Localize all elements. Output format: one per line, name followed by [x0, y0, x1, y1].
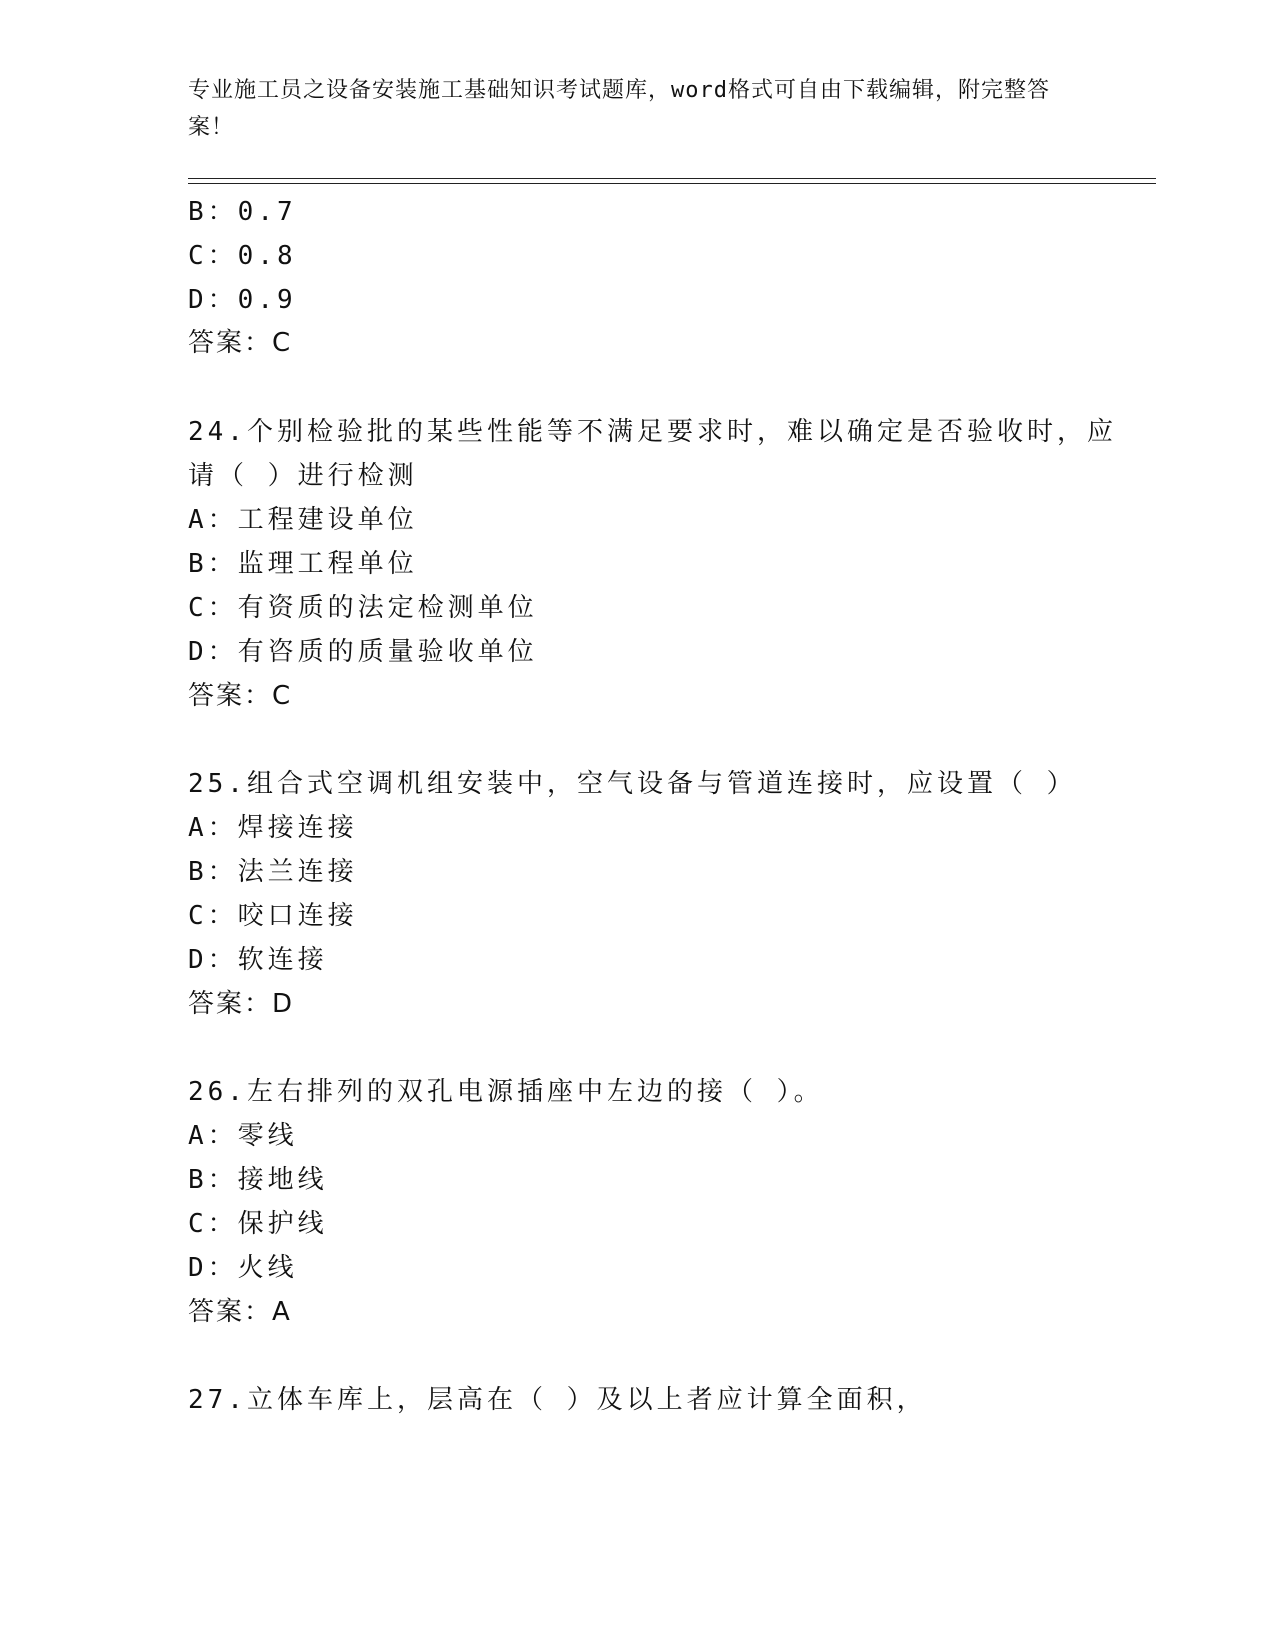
question-stem: 24.个别检验批的某些性能等不满足要求时，难以确定是否验收时，应 — [188, 417, 1117, 447]
answer: 答案：C — [188, 328, 293, 358]
question-stem: 26.左右排列的双孔电源插座中左边的接（ ）。 — [188, 1077, 824, 1107]
question-stem: 27.立体车库上，层高在（ ）及以上者应计算全面积， — [188, 1385, 927, 1415]
option-d: D：0.9 — [188, 285, 297, 315]
option-a: A：零线 — [188, 1121, 298, 1151]
option-c: C：保护线 — [188, 1209, 328, 1239]
answer: 答案：D — [188, 989, 295, 1019]
answer: 答案：A — [188, 1297, 292, 1327]
question-stem-continued: 请（ ）进行检测 — [188, 461, 418, 491]
question-stem: 25.组合式空调机组安装中，空气设备与管道连接时，应设置（ ） — [188, 769, 1077, 799]
header-divider-bottom — [188, 183, 1156, 184]
document-header: 专业施工员之设备安装施工基础知识考试题库，word格式可自由下载编辑，附完整答案！ — [188, 78, 1050, 140]
answer: 答案：C — [188, 681, 293, 711]
option-c: C：有资质的法定检测单位 — [188, 593, 538, 623]
option-b: B：监理工程单位 — [188, 549, 418, 579]
option-b: B：接地线 — [188, 1165, 328, 1195]
option-a: A：工程建设单位 — [188, 505, 418, 535]
option-a: A：焊接连接 — [188, 813, 358, 843]
option-d: D：软连接 — [188, 945, 328, 975]
option-d: D：有咨质的质量验收单位 — [188, 637, 538, 667]
option-c: C：0.8 — [188, 241, 297, 271]
option-b: B：法兰连接 — [188, 857, 358, 887]
option-c: C：咬口连接 — [188, 901, 358, 931]
header-divider-top — [188, 178, 1156, 179]
option-d: D：火线 — [188, 1253, 298, 1283]
option-b: B：0.7 — [188, 197, 297, 227]
